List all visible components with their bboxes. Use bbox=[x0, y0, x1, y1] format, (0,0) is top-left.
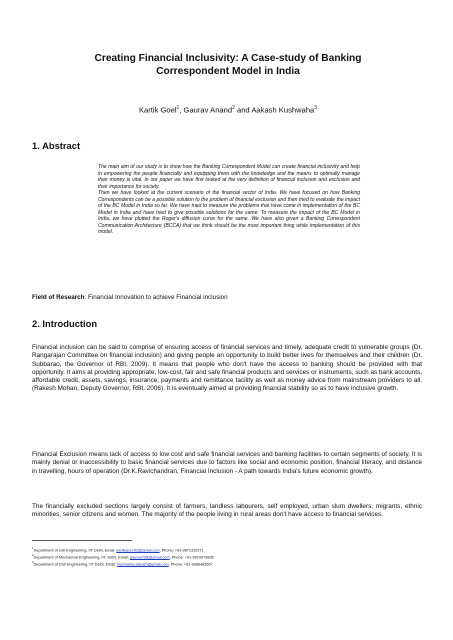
footnote-phone: , Phone: +91-9986483607 bbox=[168, 562, 213, 567]
footnote-text: Department of Mechanical Engineering, IIT, Delhi, Email: bbox=[33, 555, 130, 560]
author-name: Gaurav Anand bbox=[183, 105, 233, 115]
footnote-number: 3 bbox=[32, 560, 34, 564]
author-line bbox=[60, 105, 396, 115]
abstract-paragraph: Then we have looked at the current scenario of the financial sector of India. We have focused on how Banking Correspondents can be a possible solution to the problem of financial exclusion and then tried to evaluate the impact of the BC Model in India so far. We have tried to measure the problems that have come in implementation of the BC Model in India and have tried to give possible solutions for the same. To measure the impact of the BC Model in India, we have plotted the Roger's diffusion curve for the same. We have also given a Banking Correspondent Communication Architecture (BCCA) that we think should be the most important thing while implementation of this model. bbox=[98, 190, 360, 235]
footnote-email-link[interactable]: kartikgoel.iitd@gmail.com bbox=[116, 548, 160, 553]
abstract-heading: 1. Abstract bbox=[32, 140, 81, 151]
footnote bbox=[32, 553, 422, 560]
footnote-phone: , Phone: +91-9871310271 bbox=[159, 548, 204, 553]
field-of-research-label: Field of Research bbox=[32, 294, 85, 301]
field-of-research bbox=[32, 294, 422, 301]
footnote bbox=[32, 546, 422, 553]
footnote-separator bbox=[32, 540, 132, 541]
paper-title: Creating Financial Inclusivity: A Case-study of Banking Correspondent Model in India bbox=[94, 53, 362, 77]
footnote-text: Department of civil Engineering, IIT Delhi, Email: bbox=[33, 548, 117, 553]
footnote bbox=[32, 560, 422, 567]
footnote-number: 1 bbox=[32, 546, 34, 550]
introduction-paragraph: Financial inclusion can be said to comprise of ensuring access of financial services and timely, adequate credit to vulnerable groups (Dr. Rangarajan Committee on financial inclusion) and giving people an opportunity to build better lives for themselves and their children (Dr. Subbarao, the Governor of RBI, 2009). It means that people who don't have the access to banking should be provided with that opportunity. It aims at providing appropriate, low-cost, fair and safe financial products and services or instruments, such as bank accounts, affordable credit, assets, savings, insurance, payments and remittance facility as well as money advice from mainstream providers to all. (Rakesh Mohan, Deputy Governor, RBI, 2006). It is eventually aimed at providing financial stability so as to have inclusive growth. bbox=[32, 344, 422, 393]
footnote-email-link[interactable]: gaurav29iit@gmail.com bbox=[129, 555, 170, 560]
author-name: Aakash Kushwaha bbox=[251, 105, 315, 115]
footnote-text: Department of Civil Engineering, IIT Delhi, Email: bbox=[33, 562, 118, 567]
author-affiliation-mark: 3 bbox=[314, 105, 318, 111]
author-affiliation-mark: 2 bbox=[232, 105, 235, 111]
author-separator: and bbox=[234, 105, 252, 115]
footnote-email-link[interactable]: kushwaha.aakash@gmail.com bbox=[117, 562, 169, 567]
author-affiliation-mark: 1 bbox=[176, 105, 180, 111]
footnote-number: 2 bbox=[32, 553, 34, 557]
introduction-paragraph: Financial Exclusion means lack of access to low cost and safe financial services and banking facilities to certain segments of society. It is mainly denial or inaccessibility to basic financial services due to factors like social and economic position, financial literacy, and distance in travelling, hours of operation (Dr.K.Ravichandran, Financial Inclusion - A path towards India's future economic growth). bbox=[32, 451, 422, 475]
footnote-phone: , Phone: +91-9910679835 bbox=[169, 555, 214, 560]
author-name: Kartik Goel bbox=[138, 105, 177, 115]
field-of-research-value: : Financial Innovation to achieve Financial inclusion bbox=[84, 294, 228, 301]
introduction-heading: 2. Introduction bbox=[32, 318, 98, 329]
author-separator: , bbox=[179, 105, 184, 115]
introduction-paragraph: The financially excluded sections largely consist of farmers, landless labourers, self employed, urban slum dwellers, migrants, ethnic minorities, senior citizens and women. The majority of the people living in rural areas don't have access to financial services. bbox=[32, 503, 422, 519]
abstract-body bbox=[98, 164, 360, 236]
abstract-paragraph: The main aim of our study is to show how the Banking Correspondent Model can create financial inclusivity and help in empowering the people financially and equipping them with the knowledge and the means to optimally manage their money is vital. In our paper we have first looked at the very definition of financial inclusion and exclusion and their importance for society. bbox=[98, 164, 360, 190]
